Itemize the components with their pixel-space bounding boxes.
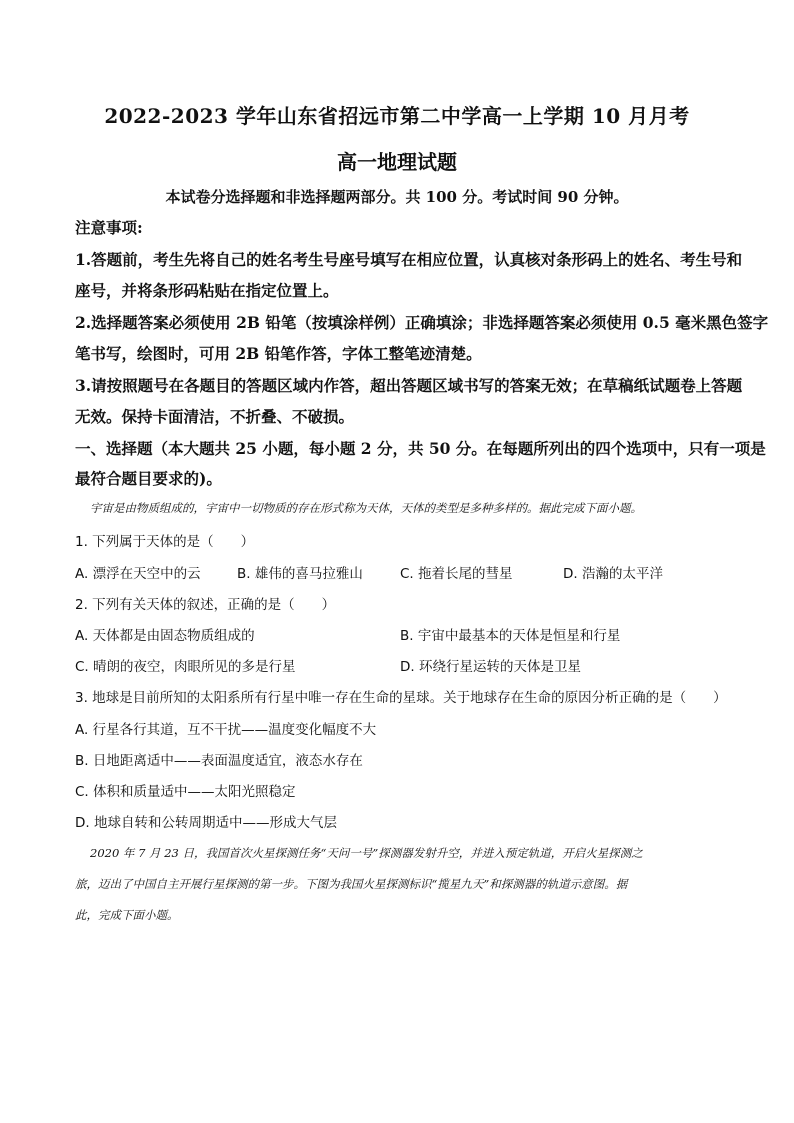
- question-2-option-c: C. 晴朗的夜空，肉眼所见的多是行星: [75, 659, 296, 675]
- section-heading: 一、选择题（本大题共 25 小题，每小题 2 分，共 50 分。在每题所列出的四个选项中，只有一项是: [75, 439, 766, 458]
- notice-line: 座号，并将条形码粘贴在指定位置上。: [75, 281, 339, 300]
- question-3-option-b: B. 日地距离适中——表面温度适宜，液态水存在: [75, 753, 363, 769]
- notice-line: 笔书写，绘图时，可用 2B 铅笔作答，字体工整笔迹清楚。: [75, 344, 482, 363]
- exam-title: 2022-2023 学年山东省招远市第二中学高一上学期 10 月月考: [104, 104, 690, 128]
- question-3-option-c: C. 体积和质量适中——太阳光照稳定: [75, 784, 296, 800]
- passage-2-line: 此，完成下面小题。: [75, 908, 179, 922]
- exam-intro: 本试卷分选择题和非选择题两部分。共 100 分。考试时间 90 分钟。: [165, 188, 629, 206]
- question-1-option-d: D. 浩瀚的太平洋: [563, 566, 663, 582]
- question-2-option-d: D. 环绕行星运转的天体是卫星: [400, 659, 581, 675]
- notice-line: 1.答题前，考生先将自己的姓名考生号座号填写在相应位置，认真核对条形码上的姓名、考生号和: [75, 250, 743, 269]
- passage-1: 宇宙是由物质组成的，宇宙中一切物质的存在形式称为天体，天体的类型是多种多样的。据此完成下面小题。: [90, 501, 642, 515]
- question-1-option-a: A. 漂浮在天空中的云: [75, 566, 201, 582]
- question-3-option-a: A. 行星各行其道，互不干扰——温度变化幅度不大: [75, 722, 377, 738]
- passage-2-line: 2020 年 7 月 23 日，我国首次火星探测任务“天问一号”探测器发射升空，并进入预定轨道，开启火星探测之: [90, 846, 643, 860]
- notice-line: 3.请按照题号在各题目的答题区域内作答，超出答题区域书写的答案无效；在草稿纸试题卷上答题: [75, 376, 743, 395]
- question-1-stem: 1. 下列属于天体的是（ ）: [75, 534, 255, 550]
- question-1-option-c: C. 拖着长尾的彗星: [400, 566, 513, 582]
- question-1-option-b: B. 雄伟的喜马拉雅山: [237, 566, 363, 582]
- notice-line: 2.选择题答案必须使用 2B 铅笔（按填涂样例）正确填涂；非选择题答案必须使用 0.5 毫米黑色签字: [75, 313, 769, 332]
- question-2-option-b: B. 宇宙中最基本的天体是恒星和行星: [400, 628, 621, 644]
- exam-subtitle: 高一地理试题: [337, 150, 457, 174]
- question-3-option-d: D. 地球自转和公转周期适中——形成大气层: [75, 815, 337, 831]
- question-2-option-a: A. 天体都是由固态物质组成的: [75, 628, 255, 644]
- notice-line: 无效。保持卡面清洁，不折叠、不破损。: [75, 407, 355, 426]
- question-2-stem: 2. 下列有关天体的叙述，正确的是（ ）: [75, 597, 336, 613]
- passage-2-line: 旅，迈出了中国自主开展行星探测的第一步。下图为我国火星探测标识“揽星九天”和探测器的轨道示意图。据: [75, 877, 628, 891]
- question-3-stem: 3. 地球是目前所知的太阳系所有行星中唯一存在生命的星球。关于地球存在生命的原因分析正确的是（ ）: [75, 690, 727, 706]
- section-heading: 最符合题目要求的)。: [75, 469, 222, 488]
- notice-heading: 注意事项:: [75, 218, 143, 237]
